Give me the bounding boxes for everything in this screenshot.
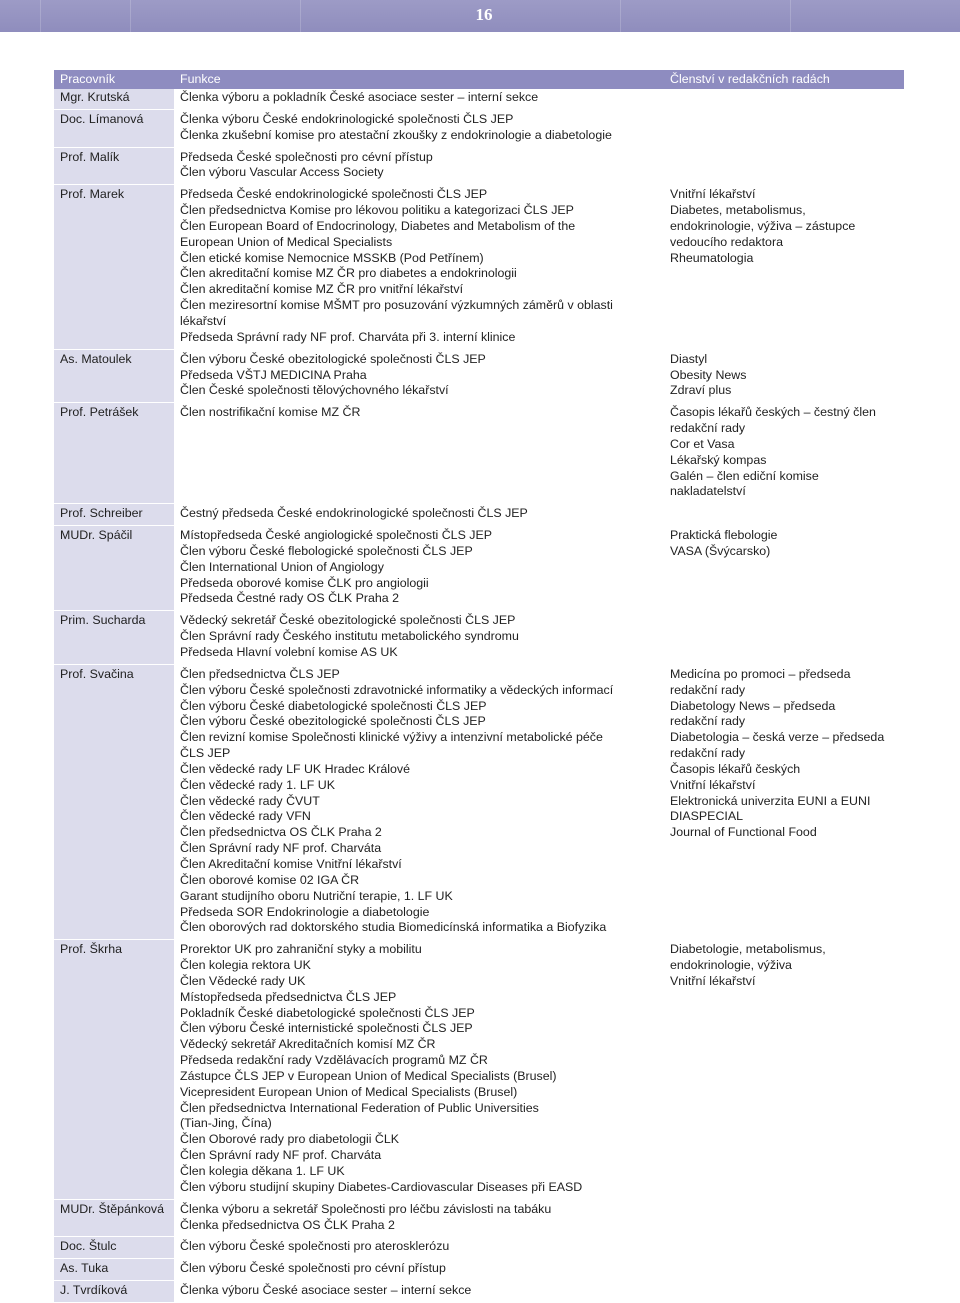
table-row (54, 109, 904, 147)
boards-cell (664, 664, 904, 939)
function-line: Člen předsednictva ČLS JEP (180, 666, 340, 681)
board-line: Journal of Functional Food (670, 825, 817, 840)
function-line: Člen Vědecké rady UK (180, 973, 306, 988)
worker-name: As. Tuka (54, 1259, 174, 1281)
functions-cell (174, 89, 664, 109)
worker-name: MUDr. Štěpánková (54, 1199, 174, 1237)
boards-cell (664, 504, 904, 526)
function-line: Členka výboru a pokladník České asociace sester – interní sekce (180, 90, 539, 104)
boards-cell (664, 147, 904, 185)
function-line: Místopředseda předsednictva ČLS JEP (180, 989, 397, 1004)
worker-name: MUDr. Spáčil (54, 526, 174, 611)
function-line: Člen International Union of Angiology (180, 559, 384, 574)
decor-line (130, 0, 131, 32)
function-line: Člen vědecké rady ČVUT (180, 793, 320, 808)
boards-cell (664, 526, 904, 611)
function-line: Člen nostrifikační komise MZ ČR (180, 405, 361, 420)
function-line: Vědecký sekretář Akreditačních komisí MZ ČR (180, 1037, 436, 1052)
worker-name: Doc. Límanová (54, 109, 174, 147)
table-row (54, 940, 904, 1200)
function-line: European Union of Medical Specialists (180, 234, 393, 249)
functions-cell (174, 147, 664, 185)
boards-cell (664, 403, 904, 504)
worker-name: Prof. Svačina (54, 664, 174, 939)
function-line: Člen předsednictva International Federation of Public Universities (180, 1100, 539, 1115)
worker-name: Prof. Škrha (54, 940, 174, 1200)
function-line: lékařství (180, 313, 227, 328)
function-line: (Tian-Jing, Čína) (180, 1116, 272, 1131)
table-row (54, 1199, 904, 1237)
worker-name: As. Matoulek (54, 349, 174, 403)
boards-cell (664, 1259, 904, 1281)
functions-cell (174, 109, 664, 147)
board-line: endokrinologie, výživa (670, 958, 792, 973)
board-line: Vnitřní lékařství (670, 777, 756, 792)
function-line: Pokladník České diabetologické společnosti ČLS JEP (180, 1005, 475, 1020)
boards-cell (664, 1237, 904, 1259)
board-line: Medicína po promoci – předseda (670, 666, 851, 681)
function-line: Vicepresident European Union of Medical Specialists (Brusel) (180, 1084, 518, 1099)
board-line: endokrinologie, výživa – zástupce (670, 218, 856, 233)
table-row (54, 611, 904, 665)
boards-cell (664, 109, 904, 147)
function-line: Předseda Správní rady NF prof. Charváta při 3. interní klinice (180, 329, 516, 344)
column-header-worker: Pracovník (54, 70, 174, 89)
function-line: Členka výboru a sekretář Společnosti pro léčbu závislosti na tabáku (180, 1201, 552, 1216)
board-line: Diastyl (670, 351, 708, 366)
decor-line (40, 0, 41, 32)
board-line: redakční rady (670, 714, 746, 729)
table-row (54, 664, 904, 939)
functions-cell (174, 504, 664, 526)
function-line: Předseda České endokrinologické společnosti ČLS JEP (180, 187, 488, 202)
boards-cell (664, 1199, 904, 1237)
board-line: Diabetologia – česká verze – předseda (670, 730, 885, 745)
boards-cell (664, 940, 904, 1200)
function-line: Člen akreditační komise MZ ČR pro diabetes a endokrinologii (180, 266, 517, 281)
function-line: Členka výboru České asociace sester – interní sekce (180, 1283, 472, 1298)
function-line: Člen kolegia rektora UK (180, 958, 311, 973)
worker-name: Prof. Malík (54, 147, 174, 185)
boards-cell (664, 611, 904, 665)
function-line: Člen výboru České společnosti pro aterosklerózu (180, 1239, 450, 1254)
board-line: Časopis lékařů českých (670, 761, 801, 776)
boards-cell (664, 89, 904, 109)
table-row (54, 147, 904, 185)
board-line: Elektronická univerzita EUNI a EUNI (670, 793, 871, 808)
functions-cell (174, 403, 664, 504)
board-line: redakční rady (670, 746, 746, 761)
function-line: Člen výboru České společnosti pro cévní přístup (180, 1261, 446, 1276)
function-line: Čestný předseda České endokrinologické společnosti ČLS JEP (180, 506, 528, 521)
function-line: Člen Správní rady NF prof. Charváta (180, 841, 382, 856)
function-line: Člen výboru České společnosti zdravotnické informatiky a vědeckých informací (180, 682, 614, 697)
board-line: Vnitřní lékařství (670, 973, 756, 988)
function-line: Člen předsednictva OS ČLK Praha 2 (180, 825, 382, 840)
function-line: Předseda redakční rady Vzdělávacích programů MZ ČR (180, 1053, 488, 1068)
boards-cell (664, 1281, 904, 1303)
table-body (54, 89, 904, 1302)
functions-cell (174, 526, 664, 611)
function-line: Člen meziresortní komise MŠMT pro posuzování výzkumných záměrů v oblasti (180, 298, 613, 313)
table-row (54, 403, 904, 504)
board-line: redakční rady (670, 421, 746, 436)
function-line: Předseda Čestné rady OS ČLK Praha 2 (180, 591, 400, 606)
function-line: Člen předsednictva Komise pro lékovou politiku a kategorizaci ČLS JEP (180, 203, 574, 218)
function-line: Člen výboru České flebologické společnosti ČLS JEP (180, 543, 473, 558)
board-line: Diabetologie, metabolismus, (670, 942, 826, 957)
function-line: Člen České společnosti tělovýchovného lékařství (180, 383, 449, 398)
board-line: Vnitřní lékařství (670, 187, 756, 202)
functions-cell (174, 185, 664, 349)
table-row (54, 349, 904, 403)
table-row (54, 89, 904, 109)
board-line: Zdraví plus (670, 383, 732, 398)
functions-cell (174, 611, 664, 665)
page-header-band (0, 0, 960, 32)
function-line: Zástupce ČLS JEP v European Union of Medical Specialists (Brusel) (180, 1068, 557, 1083)
table-row (54, 1281, 904, 1303)
table-row (54, 504, 904, 526)
board-line: vedoucího redaktora (670, 234, 783, 249)
worker-name: J. Tvrdíková (54, 1281, 174, 1303)
table-header-row (54, 70, 904, 89)
board-line: DIASPECIAL (670, 809, 743, 824)
function-line: Člen výboru Vascular Access Society (180, 165, 384, 180)
staff-roles-table (54, 70, 904, 1303)
board-line: VASA (Švýcarsko) (670, 543, 771, 558)
function-line: Člen výboru České obezitologické společnosti ČLS JEP (180, 351, 486, 366)
function-line: Místopředseda České angiologické společnosti ČLS JEP (180, 528, 492, 543)
function-line: Člen etické komise Nemocnice MSSKB (Pod Petřínem) (180, 250, 484, 265)
table-row (54, 526, 904, 611)
board-line: Časopis lékařů českých – čestný člen (670, 405, 876, 420)
board-line: Diabetes, metabolismus, (670, 203, 806, 218)
function-line: Členka výboru České endokrinologické společnosti ČLS JEP (180, 111, 514, 126)
function-line: Člen výboru České internistické společnosti ČLS JEP (180, 1021, 473, 1036)
function-line: Člen vědecké rady LF UK Hradec Králové (180, 761, 411, 776)
decor-line (620, 0, 621, 32)
function-line: Garant studijního oboru Nutriční terapie, 1. LF UK (180, 888, 453, 903)
table-row (54, 185, 904, 349)
function-line: Člen revizní komise Společnosti klinické výživy a intenzivní metabolické péče (180, 730, 603, 745)
board-line: Obesity News (670, 367, 747, 382)
function-line: Předseda České společnosti pro cévní přístup (180, 149, 433, 164)
function-line: Člen oborových rad doktorského studia Biomedicínská informatika a Biofyzika (180, 920, 607, 935)
worker-name: Mgr. Krutská (54, 89, 174, 109)
decor-line (300, 0, 301, 32)
function-line: Členka předsednictva OS ČLK Praha 2 (180, 1217, 395, 1232)
board-line: Diabetology News – předseda (670, 698, 836, 713)
worker-name: Prof. Marek (54, 185, 174, 349)
function-line: Člen vědecké rady 1. LF UK (180, 777, 335, 792)
page-number: 16 (475, 5, 493, 24)
function-line: Člen výboru studijní skupiny Diabetes-Cardiovascular Diseases při EASD (180, 1179, 583, 1194)
function-line: Člen kolegia děkana 1. LF UK (180, 1164, 345, 1178)
boards-cell (664, 185, 904, 349)
functions-cell (174, 1281, 664, 1303)
board-line: Rheumatologia (670, 250, 754, 265)
function-line: Člen akreditační komise MZ ČR pro vnitřní lékařství (180, 282, 464, 297)
functions-cell (174, 664, 664, 939)
board-line: Galén – člen ediční komise (670, 468, 819, 483)
function-line: Člen vědecké rady VFN (180, 809, 311, 824)
function-line: Člen Správní rady Českého institutu metabolického syndromu (180, 629, 519, 644)
board-line: Lékařský kompas (670, 452, 767, 467)
column-header-functions: Funkce (174, 70, 664, 89)
table-row (54, 1237, 904, 1259)
function-line: Člen Správní rady NF prof. Charváta (180, 1148, 382, 1163)
board-line: Cor et Vasa (670, 436, 735, 451)
boards-cell (664, 349, 904, 403)
function-line: Člen oborové komise 02 IGA ČR (180, 872, 360, 887)
function-line: Vědecký sekretář České obezitologické společnosti ČLS JEP (180, 613, 516, 628)
function-line: ČLS JEP (180, 746, 231, 761)
function-line: Předseda Hlavní volební komise AS UK (180, 645, 398, 659)
function-line: Členka zkušební komise pro atestační zkoušky z endokrinologie a diabetologie (180, 127, 612, 142)
functions-cell (174, 1199, 664, 1237)
function-line: Předseda VŠTJ MEDICINA Praha (180, 367, 367, 382)
worker-name: Prof. Schreiber (54, 504, 174, 526)
functions-cell (174, 1259, 664, 1281)
worker-name: Doc. Štulc (54, 1237, 174, 1259)
functions-cell (174, 1237, 664, 1259)
function-line: Předseda SOR Endokrinologie a diabetologie (180, 904, 430, 919)
function-line: Člen výboru České diabetologické společnosti ČLS JEP (180, 698, 487, 713)
board-line: redakční rady (670, 682, 746, 697)
function-line: Předseda oborové komise ČLK pro angiologii (180, 575, 429, 590)
function-line: Člen Oborové rady pro diabetologii ČLK (180, 1132, 400, 1147)
worker-name: Prim. Sucharda (54, 611, 174, 665)
decor-line (790, 0, 791, 32)
table-row (54, 1259, 904, 1281)
function-line: Člen European Board of Endocrinology, Diabetes and Metabolism of the (180, 218, 576, 233)
worker-name: Prof. Petrášek (54, 403, 174, 504)
function-line: Člen Akreditační komise Vnitřní lékařství (180, 856, 402, 871)
functions-cell (174, 349, 664, 403)
functions-cell (174, 940, 664, 1200)
board-line: nakladatelství (670, 484, 746, 499)
column-header-boards: Členství v redakčních radách (664, 70, 904, 89)
board-line: Praktická flebologie (670, 528, 778, 543)
function-line: Prorektor UK pro zahraniční styky a mobilitu (180, 942, 422, 957)
function-line: Člen výboru České obezitologické společnosti ČLS JEP (180, 714, 486, 729)
